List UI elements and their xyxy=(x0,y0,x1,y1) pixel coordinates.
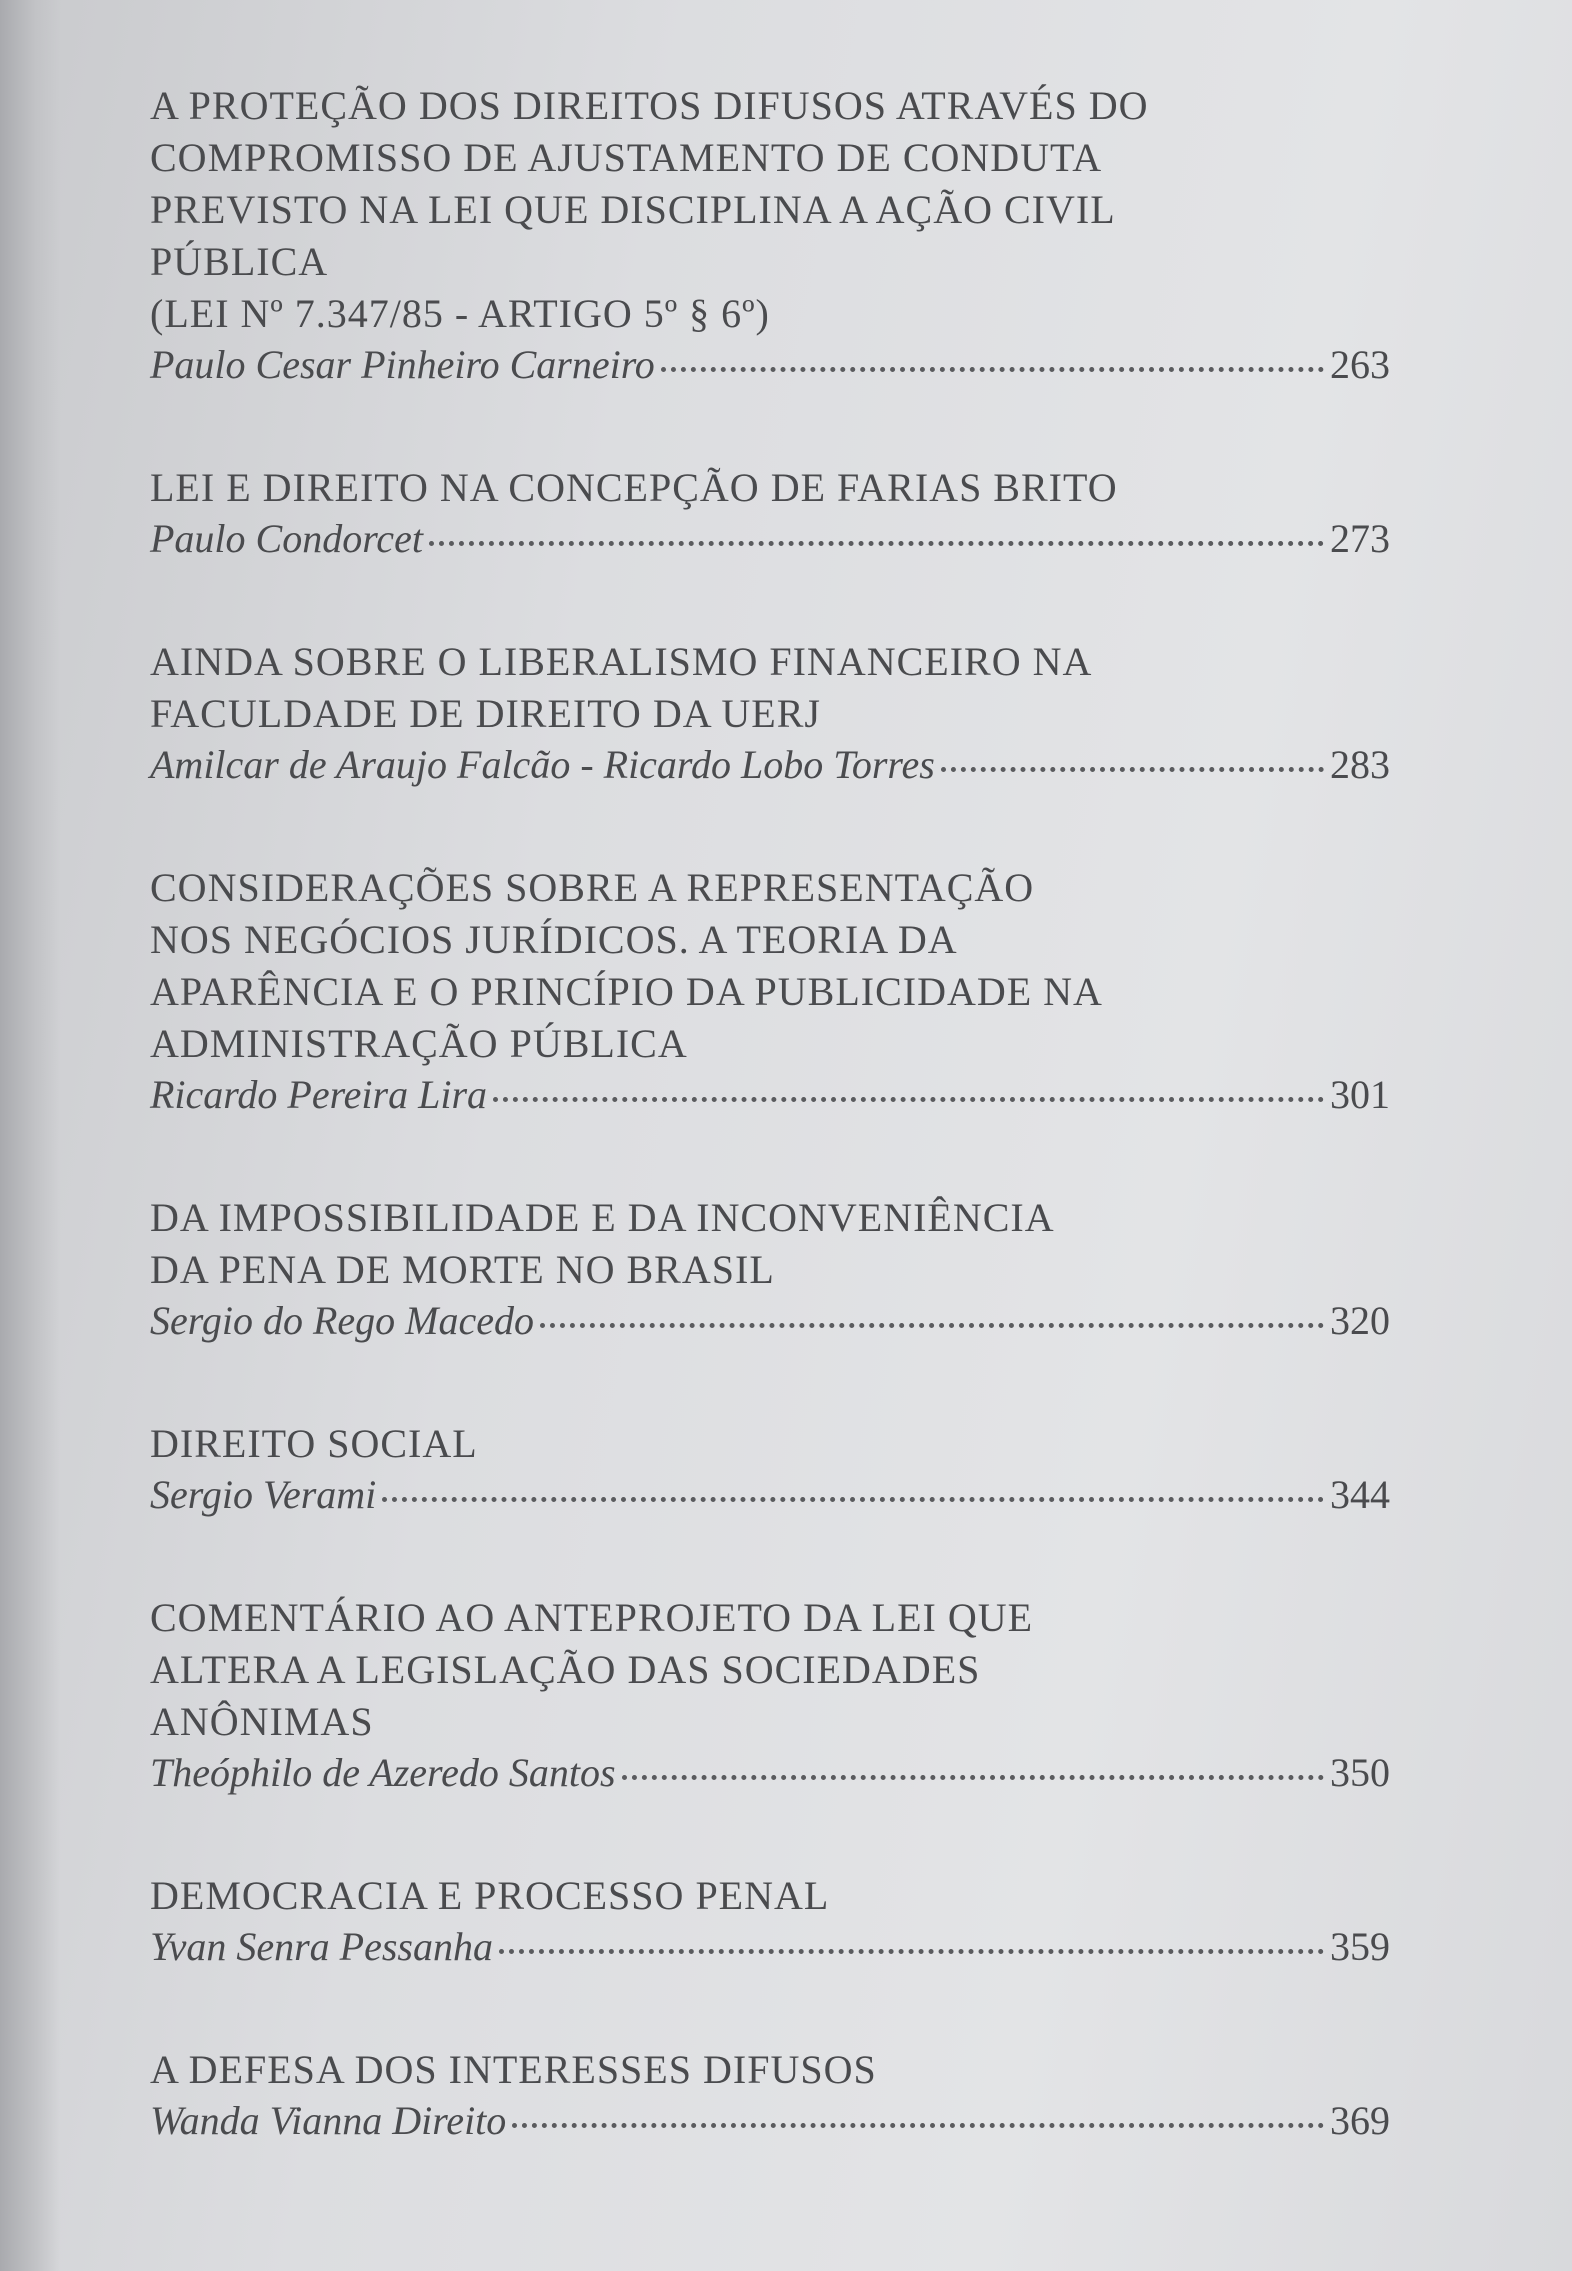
dot-leader xyxy=(493,1093,1324,1102)
entry-title-line: (LEI Nº 7.347/85 - ARTIGO 5º § 6º) xyxy=(150,291,770,336)
entry-author: Paulo Condorcet xyxy=(150,516,423,561)
dot-leader xyxy=(622,1771,1324,1780)
dot-leader xyxy=(429,537,1324,546)
entry-page-number: 320 xyxy=(1330,1298,1390,1343)
entry-title-line: DA IMPOSSIBILIDADE E DA INCONVENIÊNCIA xyxy=(150,1195,1055,1240)
toc-entry xyxy=(150,1418,1400,1520)
dot-leader xyxy=(661,363,1324,372)
author-row xyxy=(150,340,1390,390)
toc-entry xyxy=(150,80,1400,390)
entry-page-number: 283 xyxy=(1330,742,1390,787)
toc-entry xyxy=(150,1592,1400,1798)
author-row xyxy=(150,1296,1390,1346)
entry-title-line: PREVISTO NA LEI QUE DISCIPLINA A AÇÃO CIVIL xyxy=(150,187,1116,232)
toc-entry xyxy=(150,636,1400,790)
entry-title-line: DA PENA DE MORTE NO BRASIL xyxy=(150,1247,775,1292)
toc-entry xyxy=(150,1192,1400,1346)
page-edge-shadow xyxy=(0,0,60,2271)
entry-author: Wanda Vianna Direito xyxy=(150,2098,507,2143)
entry-page-number: 273 xyxy=(1330,516,1390,561)
entry-author: Sergio do Rego Macedo xyxy=(150,1298,534,1343)
entry-title-line: AINDA SOBRE O LIBERALISMO FINANCEIRO NA xyxy=(150,639,1093,684)
toc-entry xyxy=(150,1870,1400,1972)
entry-title-line: COMPROMISSO DE AJUSTAMENTO DE CONDUTA xyxy=(150,135,1103,180)
entry-author: Yvan Senra Pessanha xyxy=(150,1924,493,1969)
dot-leader xyxy=(382,1493,1324,1502)
dot-leader xyxy=(499,1945,1324,1954)
entry-title-line: FACULDADE DE DIREITO DA UERJ xyxy=(150,691,821,736)
entry-title-line: DEMOCRACIA E PROCESSO PENAL xyxy=(150,1873,830,1918)
entry-author: Amilcar de Araujo Falcão - Ricardo Lobo Torres xyxy=(150,742,935,787)
entry-title-line: ANÔNIMAS xyxy=(150,1699,374,1744)
entry-title-line: ADMINISTRAÇÃO PÚBLICA xyxy=(150,1021,688,1066)
entry-author: Sergio Verami xyxy=(150,1472,377,1517)
author-row xyxy=(150,1748,1390,1798)
author-row xyxy=(150,1922,1390,1972)
author-row xyxy=(150,1470,1390,1520)
dot-leader xyxy=(941,763,1324,772)
toc-entry xyxy=(150,862,1400,1120)
entry-page-number: 344 xyxy=(1330,1472,1390,1517)
author-row xyxy=(150,2096,1390,2146)
entry-author: Paulo Cesar Pinheiro Carneiro xyxy=(150,342,655,387)
author-row xyxy=(150,1070,1390,1120)
entry-title-line: LEI E DIREITO NA CONCEPÇÃO DE FARIAS BRITO xyxy=(150,465,1118,510)
entry-title-line: CONSIDERAÇÕES SOBRE A REPRESENTAÇÃO xyxy=(150,865,1035,910)
entry-page-number: 359 xyxy=(1330,1924,1390,1969)
entry-page-number: 369 xyxy=(1330,2098,1390,2143)
dot-leader xyxy=(512,2119,1324,2128)
entry-title-line: A PROTEÇÃO DOS DIREITOS DIFUSOS ATRAVÉS DO xyxy=(150,83,1149,128)
entry-title-line: A DEFESA DOS INTERESSES DIFUSOS xyxy=(150,2047,877,2092)
entry-title-line: PÚBLICA xyxy=(150,239,329,284)
author-row xyxy=(150,514,1390,564)
entry-page-number: 301 xyxy=(1330,1072,1390,1117)
entry-title-line: COMENTÁRIO AO ANTEPROJETO DA LEI QUE xyxy=(150,1595,1034,1640)
entry-title-line: DIREITO SOCIAL xyxy=(150,1421,478,1466)
entry-title-line: ALTERA A LEGISLAÇÃO DAS SOCIEDADES xyxy=(150,1647,981,1692)
entry-author: Theóphilo de Azeredo Santos xyxy=(150,1750,616,1795)
dot-leader xyxy=(540,1319,1324,1328)
entry-title-line: NOS NEGÓCIOS JURÍDICOS. A TEORIA DA xyxy=(150,917,958,962)
toc-entry xyxy=(150,2044,1400,2146)
entry-title-line: APARÊNCIA E O PRINCÍPIO DA PUBLICIDADE NA xyxy=(150,969,1103,1014)
table-of-contents xyxy=(150,80,1400,2218)
entry-author: Ricardo Pereira Lira xyxy=(150,1072,488,1117)
toc-entry xyxy=(150,462,1400,564)
author-row xyxy=(150,740,1390,790)
entry-page-number: 263 xyxy=(1330,342,1390,387)
entry-page-number: 350 xyxy=(1330,1750,1390,1795)
